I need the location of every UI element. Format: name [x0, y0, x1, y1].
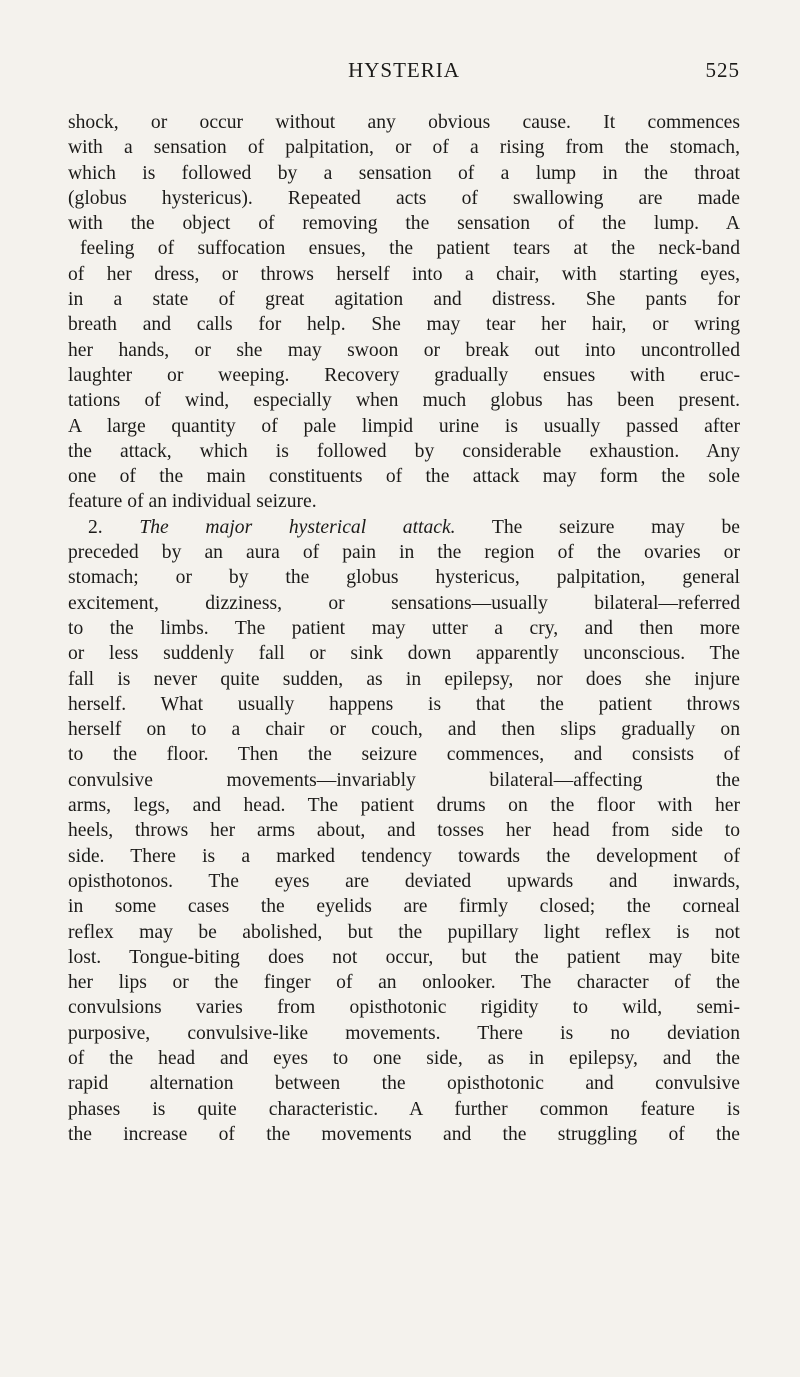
text-line: rapid alternation between the opisthotonic and convulsive	[68, 1073, 740, 1095]
page-number: 525	[705, 58, 740, 82]
paragraph-2	[68, 515, 740, 1147]
text-line: heels, throws her arms about, and tosses her head from side to	[68, 820, 740, 842]
paragraph-1	[68, 110, 740, 515]
text-line: to the limbs. The patient may utter a cry, and then more	[68, 617, 740, 639]
text-line: preceded by an aura of pain in the region of the ovaries or	[68, 542, 740, 564]
text-line: (globus hystericus). Repeated acts of swallowing are made	[68, 187, 740, 209]
text-line: opisthotonos. The eyes are deviated upwards and inwards,	[68, 870, 740, 892]
text-line: of the head and eyes to one side, as in epilepsy, and the	[68, 1047, 740, 1069]
body-text	[68, 110, 740, 1147]
section-heading-line	[68, 515, 740, 540]
text-line: of her dress, or throws herself into a chair, with starting eyes,	[68, 263, 740, 285]
text-line: laughter or weeping. Recovery gradually ensues with eruc-	[68, 364, 740, 386]
text-line: excitement, dizziness, or sensations—usually bilateral—referred	[68, 592, 740, 614]
text-line: or less suddenly fall or sink down apparently unconscious. The	[68, 643, 740, 665]
text-line: arms, legs, and head. The patient drums on the floor with her	[68, 795, 740, 817]
text-line: A large quantity of pale limpid urine is usually passed after	[68, 415, 740, 437]
text-line: in some cases the eyelids are firmly closed; the corneal	[68, 896, 740, 918]
text-line: shock, or occur without any obvious cause. It commences	[68, 112, 740, 133]
text-line: in a state of great agitation and distress. She pants for	[68, 289, 740, 311]
text-line: feature of an individual seizure.	[68, 491, 317, 513]
section-number: 2.	[88, 516, 103, 538]
text-line: to the floor. Then the seizure commences, and consists of	[68, 744, 740, 766]
text-line: lost. Tongue-biting does not occur, but the patient may bite	[68, 946, 740, 968]
text-line: fall is never quite sudden, as in epilepsy, nor does she injure	[68, 668, 740, 690]
section-heading: The major hysterical attack.	[139, 516, 456, 538]
text-line: the attack, which is followed by considerable exhaustion. Any	[68, 440, 740, 462]
text-line: tations of wind, especially when much globus has been present.	[68, 390, 740, 412]
text-line: breath and calls for help. She may tear her hair, or wring	[68, 314, 740, 336]
text-line: reflex may be abolished, but the pupillary light reflex is not	[68, 921, 740, 943]
text-line: herself on to a chair or couch, and then slips gradually on	[68, 719, 740, 741]
text-line: herself. What usually happens is that the patient throws	[68, 693, 740, 715]
text-line: her lips or the finger of an onlooker. The character of the	[68, 972, 740, 994]
text-line: with a sensation of palpitation, or of a rising from the stomach,	[68, 137, 740, 159]
text-line: convulsive movements—invariably bilateral—affecting the	[68, 769, 740, 791]
text-line: phases is quite characteristic. A further common feature is	[68, 1098, 740, 1120]
text-line: feeling of suffocation ensues, the patient tears at the neck-band	[80, 238, 740, 260]
text-line: purposive, convulsive-like movements. There is no deviation	[68, 1022, 740, 1044]
text-line: the increase of the movements and the struggling of the	[68, 1123, 740, 1145]
text-line: convulsions varies from opisthotonic rigidity to wild, semi-	[68, 997, 740, 1019]
text-line: stomach; or by the globus hystericus, palpitation, general	[68, 567, 740, 589]
text-fragment: The seizure may be	[491, 516, 740, 538]
running-head	[68, 58, 740, 88]
text-line: one of the main constituents of the attack may form the sole	[68, 466, 740, 488]
text-line: side. There is a marked tendency towards the development of	[68, 845, 740, 867]
running-title: HYSTERIA	[348, 58, 460, 82]
text-line: her hands, or she may swoon or break out into uncontrolled	[68, 339, 740, 361]
text-line: with the object of removing the sensation of the lump. A	[68, 213, 740, 235]
text-line: which is followed by a sensation of a lump in the throat	[68, 162, 740, 184]
